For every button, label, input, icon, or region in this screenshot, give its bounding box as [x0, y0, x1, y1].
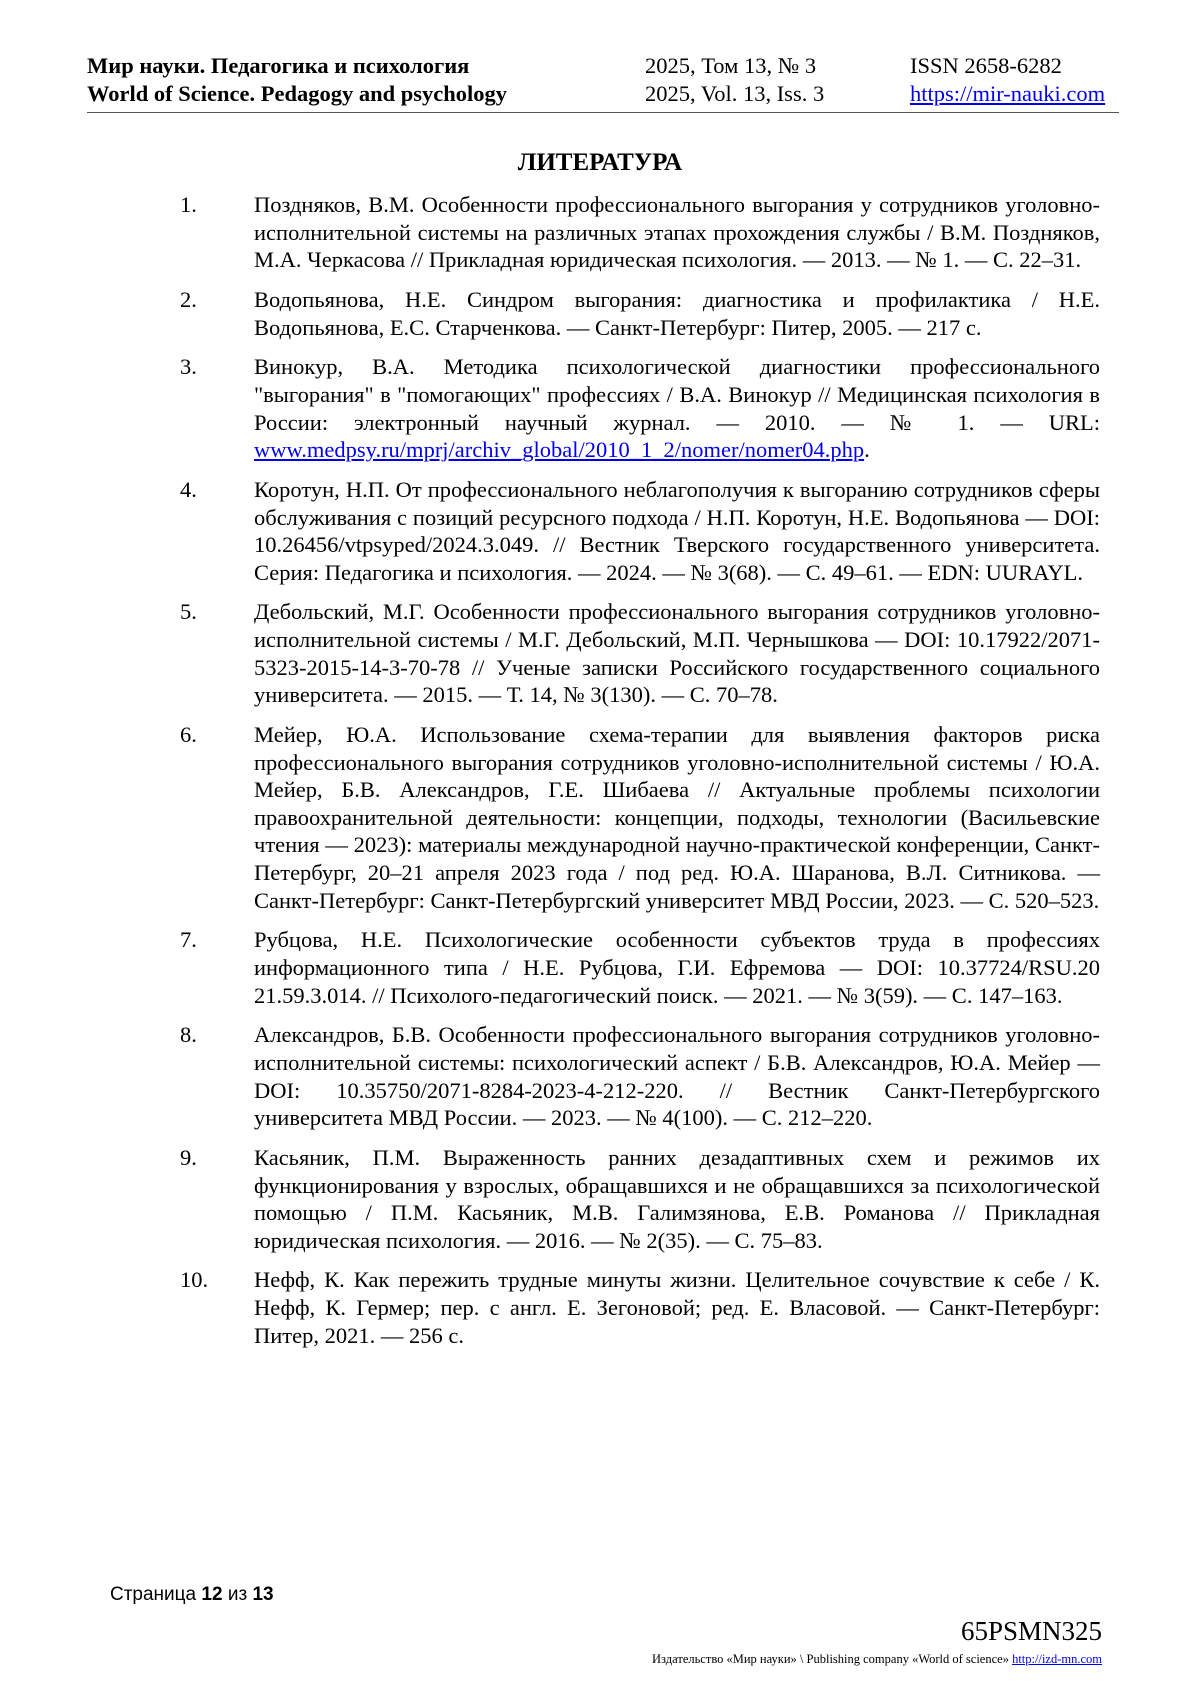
reference-item: [180, 286, 1100, 341]
reference-text: Касьяник, П.М. Выраженность ранних дезадаптивных схем и режимов их функционирования у взрослых, обращавшихся и не обращавшихся за психологической помощью / П.М. Касьяник, М.В. Галимзянова, Е.В. Романова // Прикладная юридическая психология. — 2016. — № 2(35). — С. 75–83.: [254, 1144, 1100, 1253]
journal-site-link[interactable]: https://mir-nauki.com: [910, 81, 1106, 106]
journal-title-ru: Мир науки. Педагогика и психология: [87, 53, 470, 78]
publisher-line: [652, 1651, 1102, 1667]
article-code: 65PSMN325: [960, 1616, 1102, 1646]
reference-text: Водопьянова, Н.Е. Синдром выгорания: диагностика и профилактика / Н.Е. Водопьянова, Е.С. Старченкова. — Санкт-Петербург: Питер, 2005. — 217 с.: [254, 286, 1100, 340]
reference-item: [180, 476, 1100, 586]
publisher-text: Издательство «Мир науки» \ Publishing company «World of science»: [652, 1652, 1009, 1666]
publisher-link[interactable]: http://izd-mn.com: [1012, 1652, 1102, 1666]
reference-text-block: [254, 191, 1100, 274]
reference-number: 7.: [180, 927, 197, 953]
reference-item: [180, 721, 1100, 914]
reference-text-block: [254, 598, 1100, 708]
reference-item: [180, 1144, 1100, 1254]
page-total: 13: [252, 1584, 274, 1605]
reference-number: 5.: [180, 599, 197, 625]
reference-text-block: [254, 1266, 1100, 1349]
reference-number: 6.: [180, 722, 197, 748]
reference-item: [180, 1021, 1100, 1131]
reference-text-block: [254, 1021, 1100, 1131]
reference-text: Поздняков, В.М. Особенности профессионального выгорания у сотрудников уголовно-исполнительной системы на различных этапах прохождения службы / В.М. Поздняков, М.А. Черкасова // Прикладная юридическая психология. — 2013. — № 1. — С. 22–31.: [254, 192, 1100, 273]
reference-text-block: [254, 721, 1100, 914]
page-word: Страница: [110, 1584, 197, 1605]
issn: ISSN 2658-6282: [910, 53, 1062, 78]
journal-title-en: World of Science. Pedagogy and psychology: [87, 81, 508, 106]
reference-trailing: .: [864, 437, 870, 463]
page-of: из: [227, 1584, 248, 1605]
page-current: 12: [201, 1584, 223, 1605]
page-header: [87, 50, 1119, 113]
reference-number: 2.: [180, 286, 197, 312]
journal-title-block: [87, 52, 507, 108]
reference-number: 10.: [180, 1267, 209, 1293]
reference-text: Дебольский, М.Г. Особенности профессионального выгорания сотрудников уголовно-исполнительной системы / М.Г. Дебольский, М.П. Чернышкова — DOI: 10.17922/2071-5323-2015-14-3-70-78 // Ученые записки Российского государственного социального университета. — 2015. — Т. 14, № 3(130). — С. 70–78.: [254, 599, 1100, 708]
issue-block: [645, 52, 824, 108]
reference-number: 4.: [180, 476, 197, 502]
reference-link[interactable]: www.medpsy.ru/mprj/archiv_global/2010_1_2/nomer/nomer04.php: [254, 437, 865, 463]
reference-text: Нефф, К. Как пережить трудные минуты жизни. Целительное сочувствие к себе / К. Нефф, К. Гермер; пер. с англ. Е. Зегоновой; ред. Е. Власовой. — Санкт-Петербург: Питер, 2021. — 256 с.: [254, 1267, 1100, 1348]
section-title: ЛИТЕРАТУРА: [517, 149, 683, 176]
reference-text: Мейер, Ю.А. Использование схема-терапии для выявления факторов риска профессионального выгорания сотрудников уголовно-исполнительной системы / Ю.А. Мейер, Б.В. Александров, Г.Е. Шибаева // Актуальные проблемы психологии правоохранительной деятельности: концепции, подходы, технологии (Васильевские чтения — 2023): материалы международной научно-практической конференции, Санкт-Петербург, 20–21 апреля 2023 года / под ред. Ю.А. Шаранова, В.Л. Ситникова. — Санкт-Петербург: Санкт-Петербургский университет МВД России, 2023. — С. 520–523.: [254, 722, 1100, 913]
reference-item: [180, 1266, 1100, 1349]
issn-block: [910, 52, 1105, 108]
reference-number: 1.: [180, 192, 197, 217]
reference-text-block: [254, 1144, 1100, 1254]
reference-number: 3.: [180, 354, 197, 380]
issue-en: 2025, Vol. 13, Iss. 3: [645, 81, 825, 106]
reference-item: [180, 598, 1100, 708]
issue-ru: 2025, Том 13, № 3: [645, 53, 817, 78]
reference-item: [180, 926, 1100, 1009]
reference-text: Рубцова, Н.Е. Психологические особенности субъектов труда в профессиях информационного типа / Н.Е. Рубцова, Г.И. Ефремова — DOI: 10.37724/RSU.20 21.59.3.014. // Психолого-педагогический поиск. — 2021. — № 3(59). — С. 147–163.: [254, 927, 1100, 1008]
page-number: [110, 1583, 274, 1607]
reference-text-block: [254, 476, 1100, 586]
reference-list: [180, 191, 1100, 1361]
reference-number: 9.: [180, 1144, 197, 1170]
reference-number: 8.: [180, 1022, 197, 1048]
reference-item: [180, 191, 1100, 274]
reference-text: Коротун, Н.П. От профессионального неблагополучия к выгоранию сотрудников сферы обслуживания с позиций ресурсного подхода / Н.П. Коротун, Н.Е. Водопьянова — DOI: 10.26456/vtpsyped/2024.3.049. // Вестник Тверского государственного университета. Серия: Педагогика и психология. — 2024. — № 3(68). — С. 49–61. — EDN: UURAYL.: [254, 476, 1100, 585]
reference-text-block: [254, 353, 1100, 463]
reference-text-block: [254, 286, 1100, 341]
reference-text: Винокур, В.А. Методика психологической диагностики профессионального "выгорания" в "помогающих" профессиях / В.А. Винокур // Медицинская психология в России: электронный научный журнал. — 2010. — № 1. — URL:: [254, 354, 1100, 435]
reference-text: Александров, Б.В. Особенности профессионального выгорания сотрудников уголовно-исполнительной системы: психологический аспект / Б.В. Александров, Ю.А. Мейер — DOI: 10.35750/2071-8284-2023-4-212-220. // Вестник Санкт-Петербургского университета МВД России. — 2023. — № 4(100). — С. 212–220.: [254, 1022, 1100, 1131]
reference-text-block: [254, 926, 1100, 1009]
reference-item: [180, 353, 1100, 463]
